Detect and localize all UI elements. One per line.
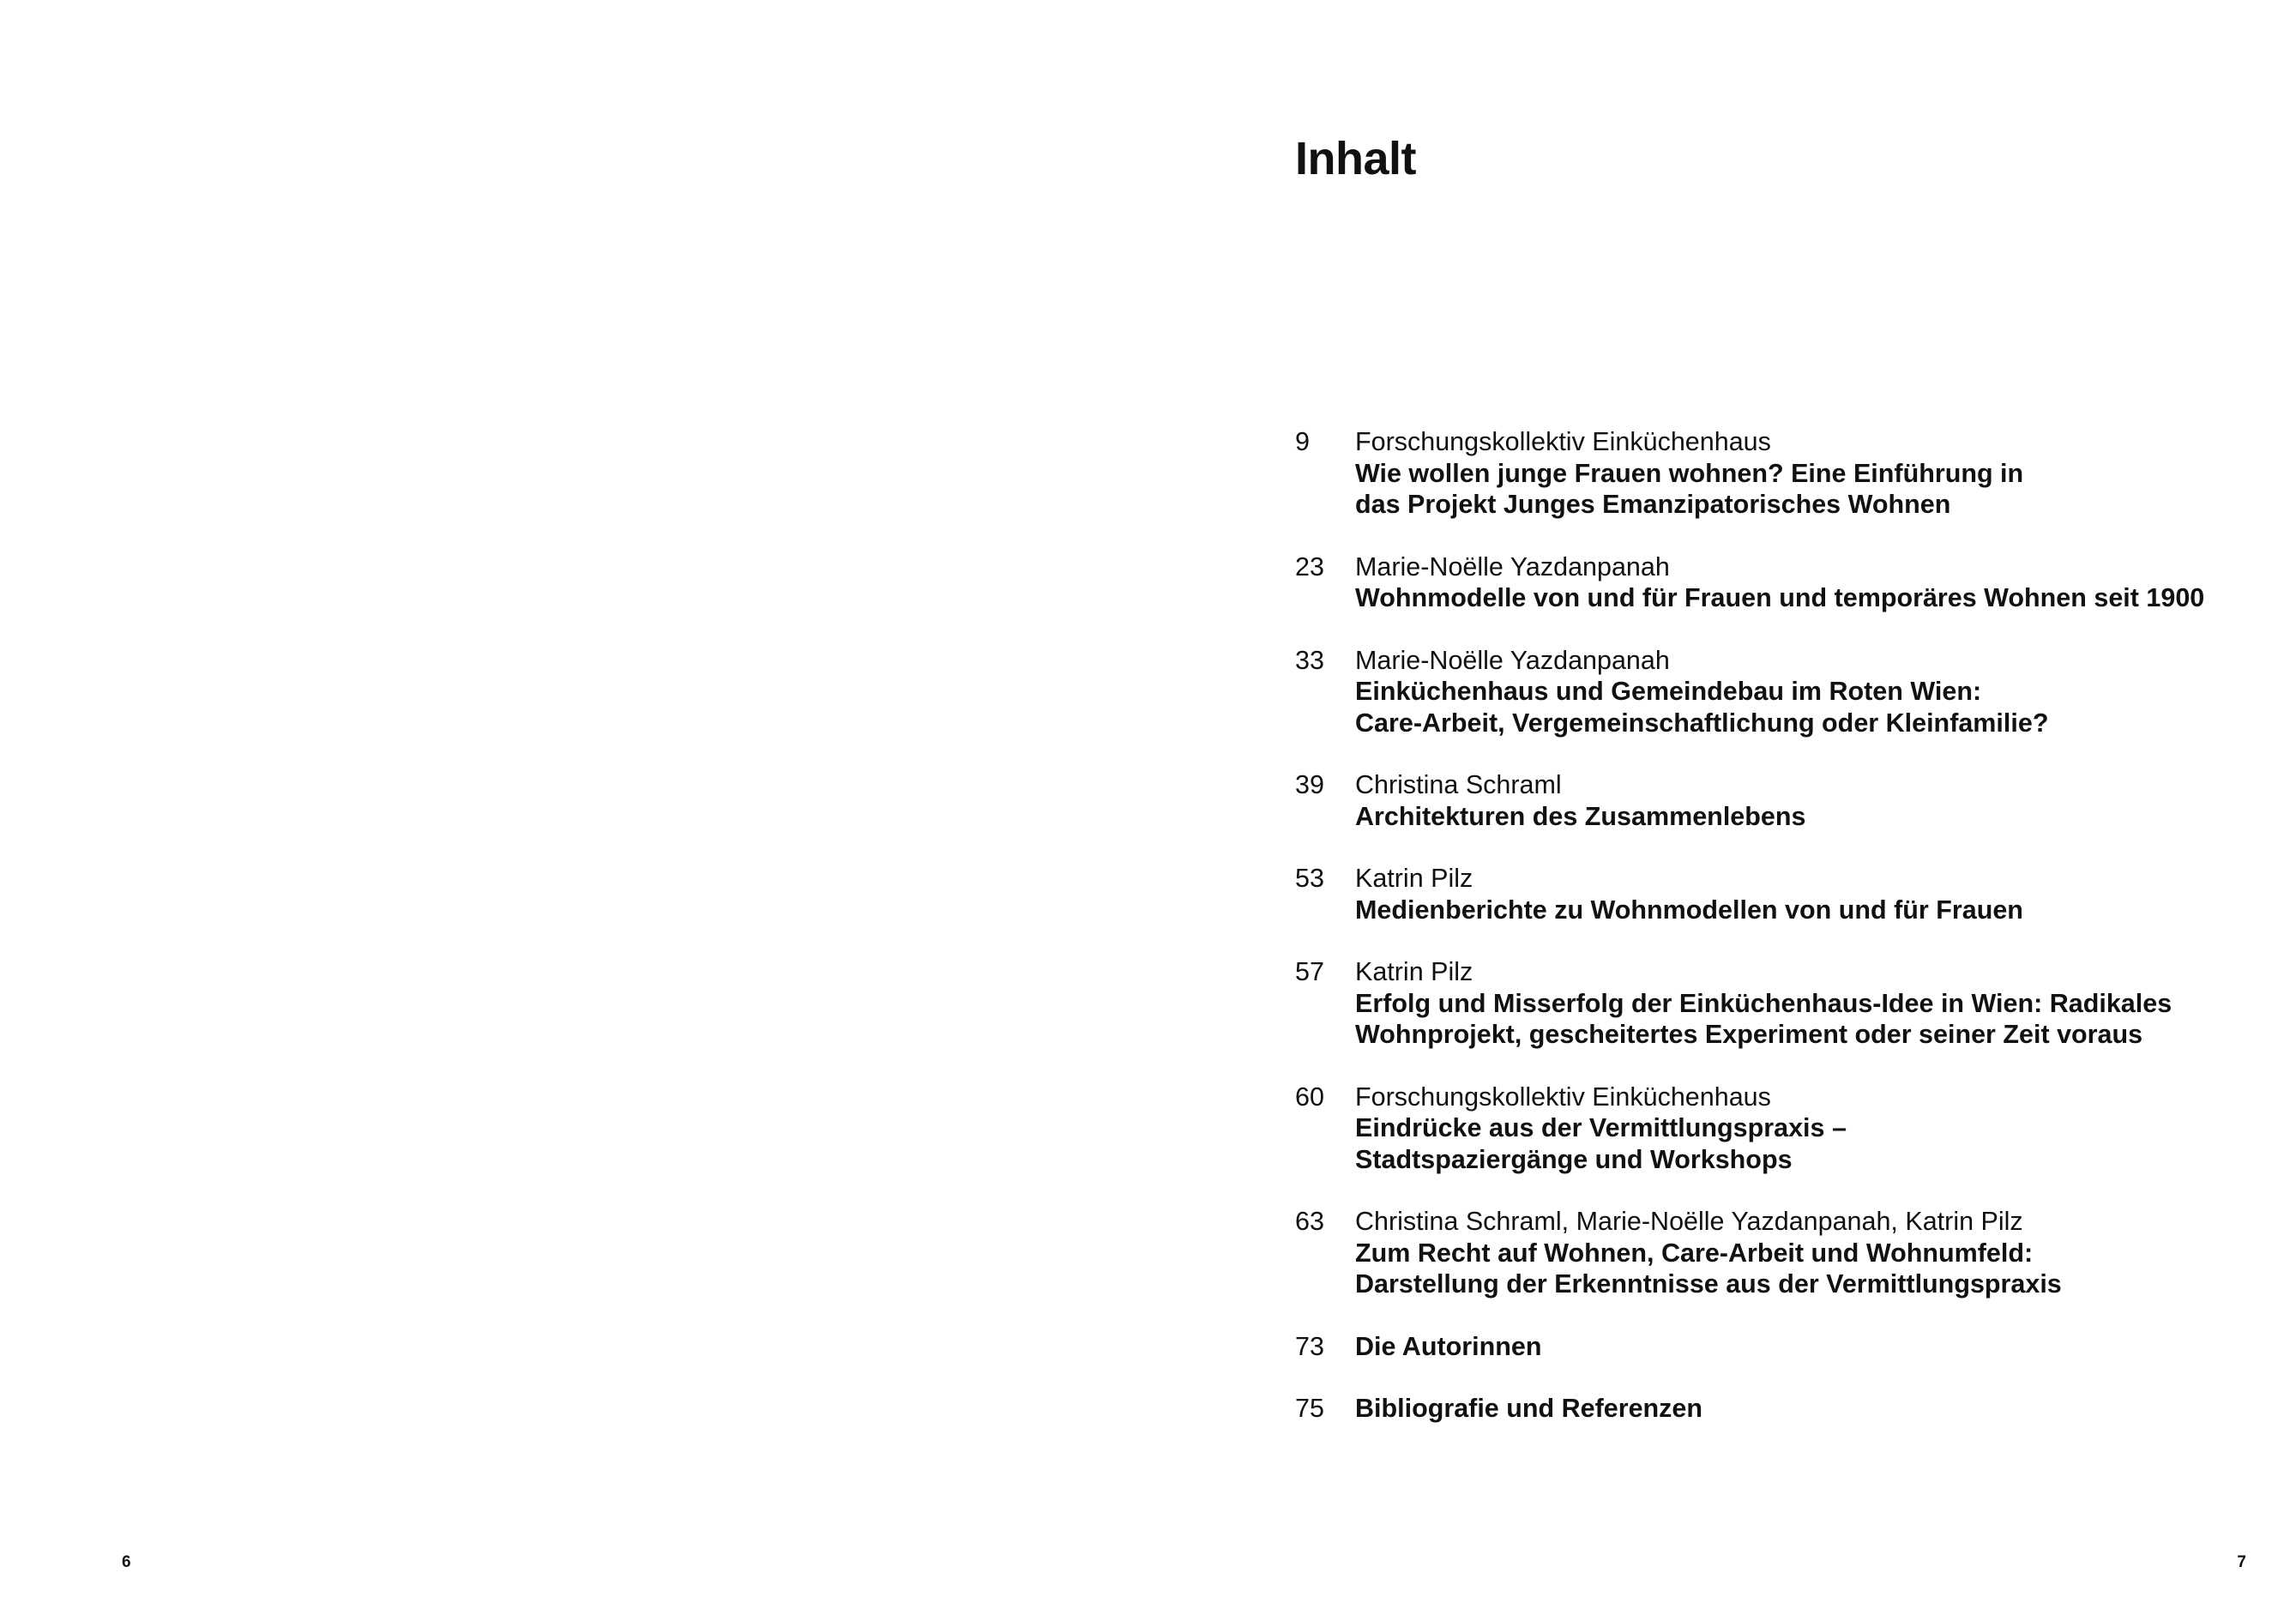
toc-entry <box>1295 645 2273 739</box>
toc-title <box>1355 458 2273 521</box>
toc-title-line: Architekturen des Zusammenlebens <box>1355 801 1806 831</box>
toc-author: Christina Schraml <box>1355 770 1562 799</box>
toc-entry <box>1295 551 2273 614</box>
toc-entry <box>1295 1082 2273 1176</box>
toc-title-line: Erfolg und Misserfolg der Einküchenhaus-Idee in Wien: Radikales <box>1355 988 2172 1018</box>
toc-page-number: 75 <box>1295 1394 1324 1423</box>
toc-title-line: Wie wollen junge Frauen wohnen? Eine Einführung in <box>1355 458 2024 488</box>
toc-entry <box>1295 1393 2273 1425</box>
toc-author: Marie-Noëlle Yazdanpanah <box>1355 551 1670 582</box>
toc-title <box>1355 801 2273 833</box>
toc-entry <box>1295 1331 2273 1363</box>
toc-author: Forschungskollektiv Einküchenhaus <box>1355 1082 1771 1112</box>
toc-entry <box>1295 769 2273 832</box>
toc-page-number: 39 <box>1295 770 1324 799</box>
toc-title <box>1355 1331 2273 1363</box>
toc-title <box>1355 988 2273 1051</box>
toc-title-line: Stadtspaziergänge und Workshops <box>1355 1144 1793 1174</box>
toc-entry <box>1295 426 2273 521</box>
toc-page-number: 53 <box>1295 864 1324 893</box>
toc-page-number: 63 <box>1295 1207 1324 1236</box>
left-page-number: 6 <box>122 1553 131 1571</box>
toc-title-line: Die Autorinnen <box>1355 1331 1542 1361</box>
toc-title <box>1355 1112 2273 1175</box>
toc-title-line: Wohnprojekt, gescheitertes Experiment oder seiner Zeit voraus <box>1355 1020 2143 1049</box>
toc-author: Katrin Pilz <box>1355 864 1473 893</box>
toc-title-line: das Projekt Junges Emanzipatorisches Wohnen <box>1355 490 1951 519</box>
toc-author: Marie-Noëlle Yazdanpanah <box>1355 645 1670 675</box>
toc-title <box>1355 1238 2273 1300</box>
toc-page-number: 60 <box>1295 1082 1324 1112</box>
toc-title <box>1355 1393 2273 1425</box>
page-title: Inhalt <box>1295 133 1416 184</box>
toc-title-line: Bibliografie und Referenzen <box>1355 1394 1703 1423</box>
toc-page-number: 73 <box>1295 1331 1324 1361</box>
toc-page-number: 23 <box>1295 551 1324 582</box>
toc-entry <box>1295 863 2273 925</box>
toc-entry <box>1295 1206 2273 1300</box>
table-of-contents <box>1295 426 2273 1455</box>
toc-entry <box>1295 956 2273 1051</box>
right-page <box>1148 0 2296 1621</box>
toc-title-line: Darstellung der Erkenntnisse aus der Vermittlungspraxis <box>1355 1269 2062 1299</box>
toc-title <box>1355 676 2273 738</box>
toc-title <box>1355 582 2273 614</box>
toc-title-line: Zum Recht auf Wohnen, Care-Arbeit und Wohnumfeld: <box>1355 1238 2034 1268</box>
toc-title-line: Einküchenhaus und Gemeindebau im Roten Wien: <box>1355 677 1982 706</box>
toc-author: Forschungskollektiv Einküchenhaus <box>1355 427 1771 456</box>
toc-author: Katrin Pilz <box>1355 957 1473 986</box>
toc-page-number: 33 <box>1295 645 1324 675</box>
toc-page-number: 57 <box>1295 957 1324 986</box>
toc-title-line: Medienberichte zu Wohnmodellen von und für Frauen <box>1355 895 2023 925</box>
toc-title <box>1355 895 2273 926</box>
toc-title-line: Eindrücke aus der Vermittlungspraxis – <box>1355 1113 1847 1142</box>
right-page-number: 7 <box>2237 1553 2246 1571</box>
toc-page-number: 9 <box>1295 427 1310 456</box>
toc-author: Christina Schraml, Marie-Noëlle Yazdanpanah, Katrin Pilz <box>1355 1207 2023 1236</box>
toc-title-line: Care-Arbeit, Vergemeinschaftlichung oder Kleinfamilie? <box>1355 708 2049 738</box>
toc-title-line: Wohnmodelle von und für Frauen und temporäres Wohnen seit 1900 <box>1355 583 2205 612</box>
